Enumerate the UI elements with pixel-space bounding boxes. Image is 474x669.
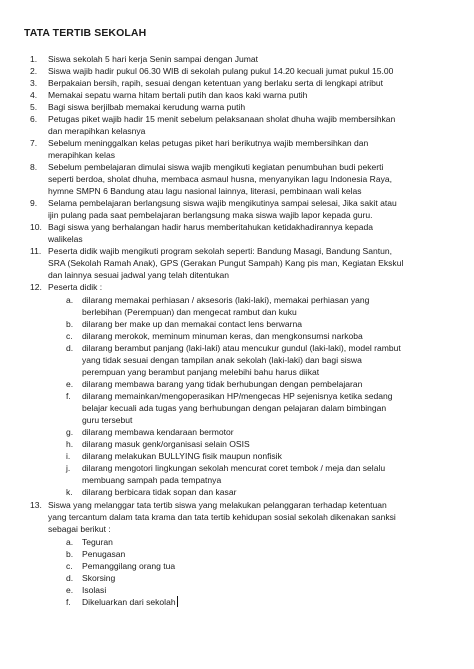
rule-number: 3. <box>30 77 38 88</box>
prohibition-text-line: dilarang membawa kendaraan bermotor <box>82 426 234 437</box>
sanction-letter: d. <box>66 572 74 583</box>
rule-number: 6. <box>30 113 38 124</box>
rule-number: 5. <box>30 101 38 112</box>
prohibition-text-line: dilarang mengotori lingkungan sekolah mencurat coret tembok / meja dan selalu <box>82 462 386 473</box>
sanction-letter: a. <box>66 536 74 547</box>
rule-text-line: SRA (Sekolah Ramah Anak), GPS (Gerakan Pungut Sampah) Kang pis man, Kegiatan Ekskul <box>48 257 404 268</box>
sanction-letter: e. <box>66 584 74 595</box>
rule-text-line: Berpakaian bersih, rapih, sesuai dengan ketentuan yang berlaku serta di lengkapi atribut <box>48 77 383 88</box>
prohibition-text-line: dilarang masuk genk/organisasi selain OSIS <box>82 438 250 449</box>
prohibition-letter: c. <box>66 330 73 341</box>
rule-number: 4. <box>30 89 38 100</box>
rule-text-line: Sebelum meninggalkan kelas petugas piket hari berikutnya wajib membersihkan dan <box>48 137 369 148</box>
sanction-letter: c. <box>66 560 73 571</box>
rule-text-line: Selama pembelajaran berlangsung siswa wajib mengikutinya sampai selesai, Jika sakit atau <box>48 197 397 208</box>
prohibition-letter: d. <box>66 342 74 353</box>
sanction-letter: b. <box>66 548 74 559</box>
rule-text-line: dan merapihkan kelasnya <box>48 125 146 136</box>
rule-number: 7. <box>30 137 38 148</box>
sanction-text: Teguran <box>82 536 113 547</box>
rule-number: 1. <box>30 53 38 64</box>
rule-text-line: sebagai berikut : <box>48 523 111 534</box>
rule-text-line: Siswa yang melanggar tata tertib siswa yang melakukan pelanggaran terhadap ketentuan <box>48 499 387 510</box>
prohibition-text-line: dilarang ber make up dan memakai contact lens berwarna <box>82 318 302 329</box>
prohibition-text-line: dilarang melakukan BULLYING fisik maupun nonfisik <box>82 450 282 461</box>
prohibition-text-line: belajar kecuali ada tugas yang berhubungan dengan pelajaran dalam bimbingan <box>82 402 387 413</box>
rule-number: 13. <box>30 499 42 510</box>
prohibition-letter: i. <box>66 450 71 461</box>
rule-text-line: hymne SMPN 6 Bandung atau lagu nasional lainnya, literasi, pembinaan wali kelas <box>48 185 362 196</box>
rule-number: 11. <box>30 245 42 256</box>
rule-number: 10. <box>30 221 42 232</box>
rule-text-line: Bagi siswa yang berhalangan hadir harus memberitahukan ketidakhadirannya kepada <box>48 221 373 232</box>
sanction-text: Pemanggilang orang tua <box>82 560 176 571</box>
prohibition-text-line: dilarang merokok, meminum minuman keras, dan mengkonsumsi narkoba <box>82 330 363 341</box>
prohibition-letter: f. <box>66 390 71 401</box>
rule-number: 8. <box>30 161 38 172</box>
rule-text-line: Sebelum pembelajaran dimulai siswa wajib mengikuti kegiatan penumbuhan budi pekerti <box>48 161 384 172</box>
rule-number: 12. <box>30 281 42 292</box>
sanction-text: Isolasi <box>82 584 107 595</box>
prohibition-text-line: dilarang berbicara tidak sopan dan kasar <box>82 486 237 497</box>
rule-text-line: seperti berdoa, sholat dhuha, membaca asmaul husna, menyanyikan lagu Indonesia Raya, <box>48 173 392 184</box>
rule-text-line: Memakai sepatu warna hitam bertali putih dan kaos kaki warna putih <box>48 89 308 100</box>
prohibition-letter: b. <box>66 318 74 329</box>
prohibition-text-line: perempuan yang berambut panjang melebihi bahu harus diikat <box>82 366 320 377</box>
prohibition-text-line: dilarang berambut panjang (laki-laki) atau mencukur gundul (laki-laki), model rambut <box>82 342 401 353</box>
rule-text-line: dan lainnya sesuai jadwal yang telah ditentukan <box>48 269 230 280</box>
rule-text-line: Bagi siswa berjilbab memakai kerudung warna putih <box>48 101 246 112</box>
rule-text-line: Siswa sekolah 5 hari kerja Senin sampai dengan Jumat <box>48 53 258 64</box>
prohibition-text-line: dilarang memakai perhiasan / aksesoris (laki-laki), memakai perhiasan yang <box>82 294 370 305</box>
prohibition-text-line: berlebihan (Perempuan) dan mengecat rambut dan kuku <box>82 306 297 317</box>
rule-text-line: Siswa wajib hadir pukul 06.30 WIB di sekolah pulang pukul 14.20 kecuali jumat pukul 15.00 <box>48 65 394 76</box>
prohibition-text-line: dilarang memainkan/mengoperasikan HP/mengecas HP sejenisnya ketika sedang <box>82 390 393 401</box>
prohibition-letter: k. <box>66 486 73 497</box>
prohibition-letter: j. <box>66 462 71 473</box>
rule-text-line: Petugas piket wajib hadir 15 menit sebelum pelaksanaan sholat dhuha wajib membersihkan <box>48 113 396 124</box>
prohibition-text-line: membuang sampah pada tempatnya <box>82 474 222 485</box>
prohibition-letter: g. <box>66 426 74 437</box>
rule-text-line: ijin pulang pada saat pembelajaran berlangsung maka siswa wajib lapor kepada guru. <box>48 209 373 220</box>
rule-text-line: walikelas <box>48 233 83 244</box>
sanction-text: Skorsing <box>82 572 116 583</box>
prohibition-text-line: guru tersebut <box>82 414 133 425</box>
rule-number: 2. <box>30 65 38 76</box>
sanction-text: Dikeluarkan dari sekolah <box>82 596 176 607</box>
rule-number: 9. <box>30 197 38 208</box>
prohibition-text-line: yang tidak sesuai dengan tampilan anak sekolah (laki-laki) dan bagi siswa <box>82 354 362 365</box>
rule-text-line: Peserta didik : <box>48 281 103 292</box>
rule-text-line: merapihkan kelas <box>48 149 115 160</box>
prohibition-letter: h. <box>66 438 74 449</box>
sanction-text: Penugasan <box>82 548 126 559</box>
prohibition-letter: a. <box>66 294 74 305</box>
prohibition-letter: e. <box>66 378 74 389</box>
prohibition-text-line: dilarang membawa barang yang tidak berhubungan dengan pembelajaran <box>82 378 363 389</box>
document-title: TATA TERTIB SEKOLAH <box>24 27 147 39</box>
rule-text-line: Peserta didik wajib mengikuti program sekolah seperti: Bandung Masagi, Bandung Santun, <box>48 245 392 256</box>
rule-text-line: yang tercantum dalam tata krama dan tata tertib kehidupan sosial sekolah dikenakan sanksi <box>48 511 396 522</box>
sanction-letter: f. <box>66 596 71 607</box>
text-cursor <box>177 596 178 607</box>
